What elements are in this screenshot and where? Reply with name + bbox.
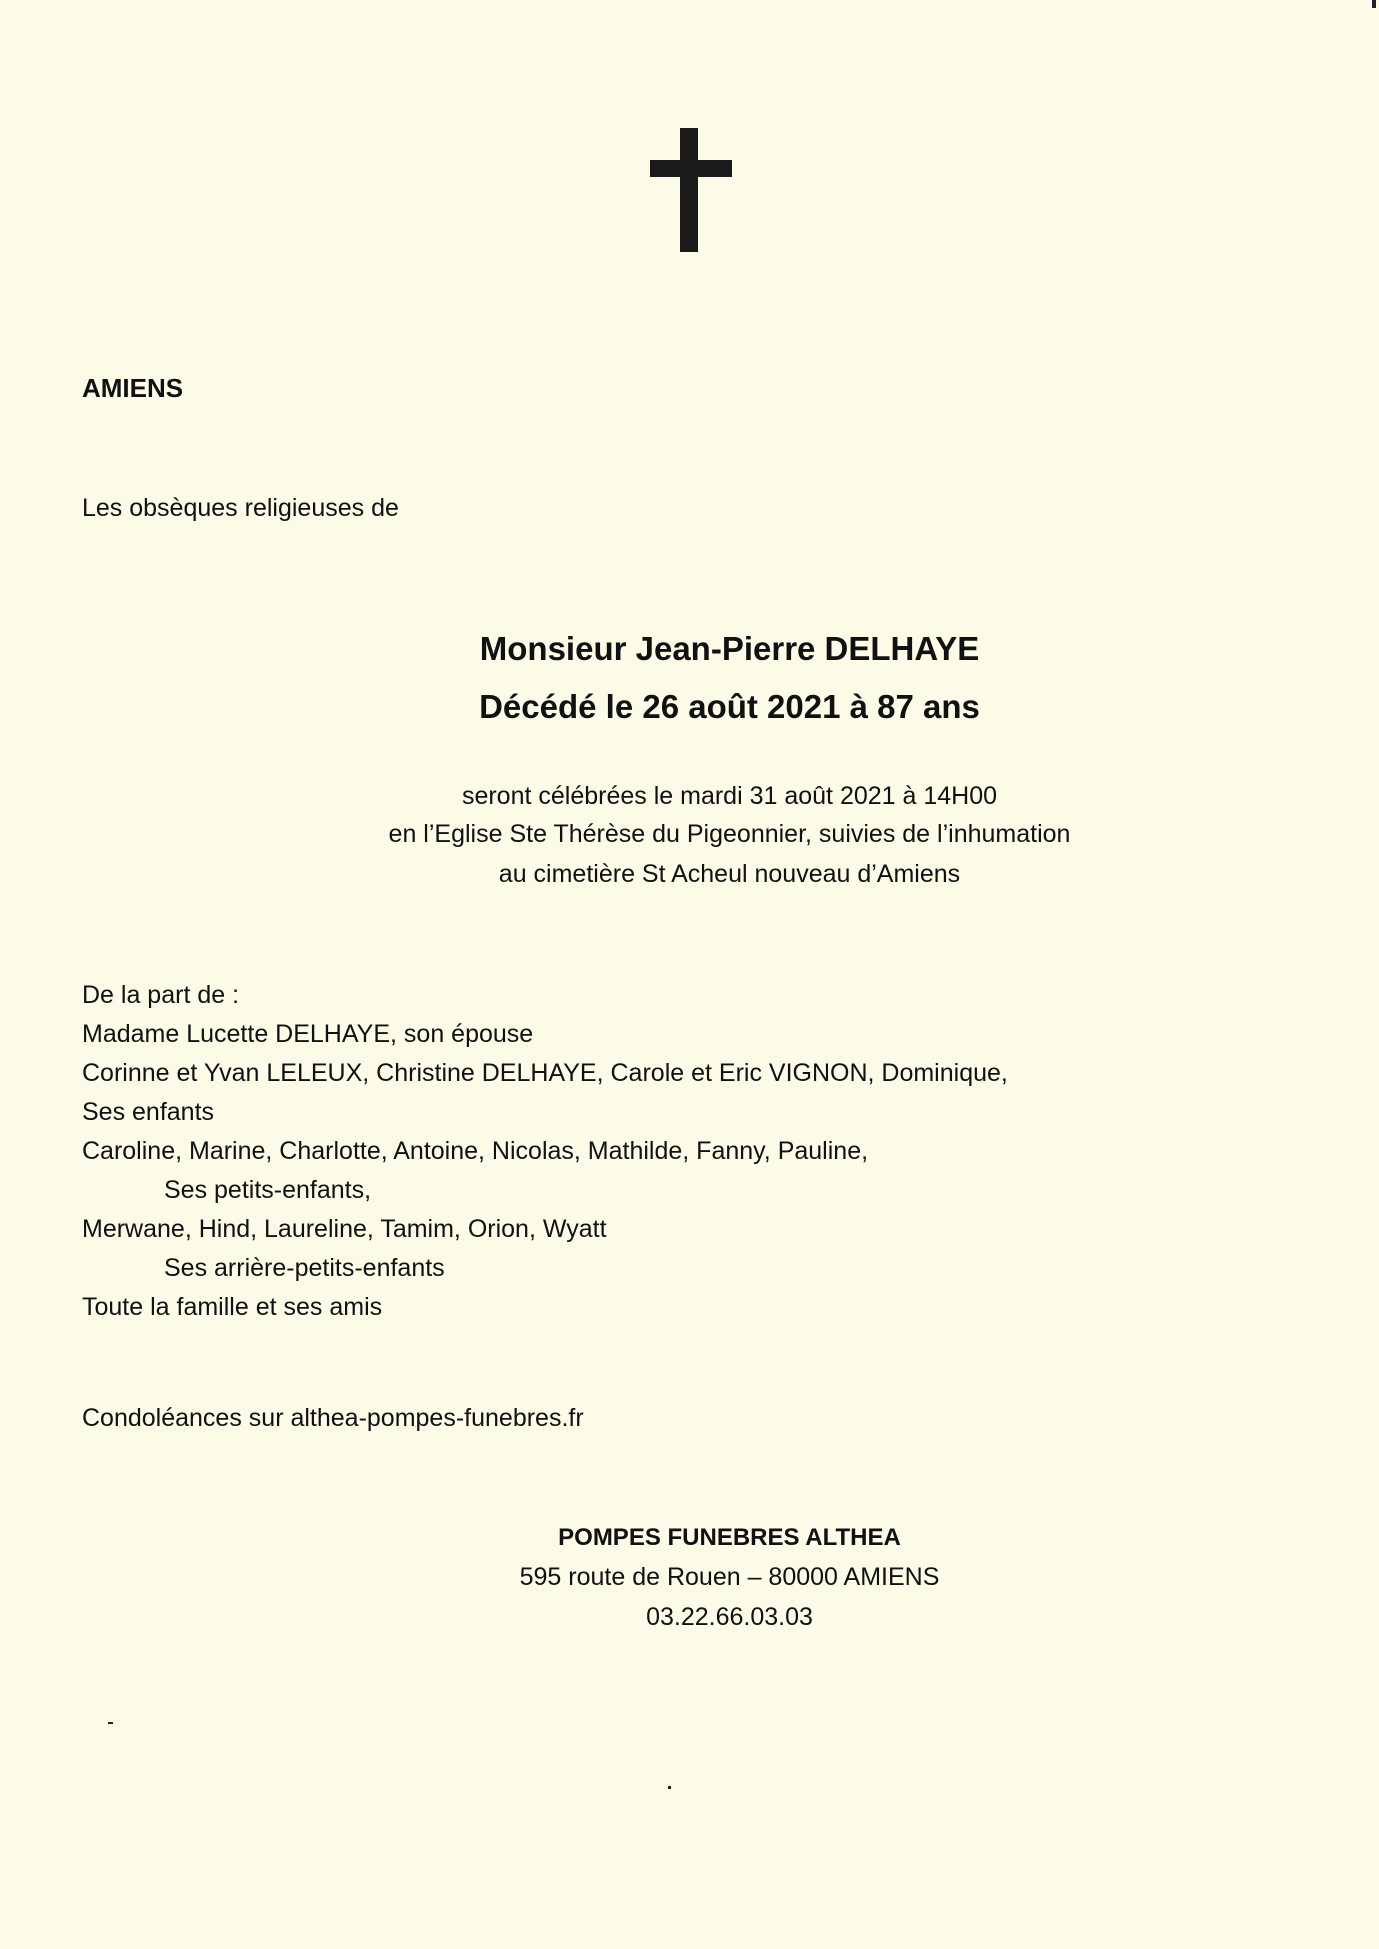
scan-mark [1372,0,1376,8]
cross-vertical-bar [680,128,698,252]
family-line: Madame Lucette DELHAYE, son épouse [82,1020,534,1048]
funeral-home-phone: 03.22.66.03.03 [646,1603,813,1631]
family-line: Caroline, Marine, Charlotte, Antoine, Nicolas, Mathilde, Fanny, Pauline, [82,1137,869,1165]
family-line: Ses petits-enfants, [164,1176,372,1204]
ceremony-line: en l’Eglise Ste Thérèse du Pigeonnier, suivies de l’inhumation [388,820,1071,848]
intro-text: Les obsèques religieuses de [82,494,399,522]
scan-mark [668,1786,671,1789]
family-line: Corinne et Yvan LELEUX, Christine DELHAYE, Carole et Eric VIGNON, Dominique, [82,1059,1008,1087]
family-line: Ses arrière-petits-enfants [164,1254,445,1282]
ceremony-line: seront célébrées le mardi 31 août 2021 à 14H00 [461,782,998,810]
scan-mark [108,1722,113,1724]
family-line: Toute la famille et ses amis [82,1293,383,1321]
funeral-home-address: 595 route de Rouen – 80000 AMIENS [519,1563,940,1591]
family-list [82,976,1008,1327]
ceremony-line: au cimetière St Acheul nouveau d’Amiens [498,860,961,888]
death-date: Décédé le 26 août 2021 à 87 ans [479,688,980,725]
city-heading: AMIENS [82,373,184,403]
family-line: De la part de : [82,981,240,1009]
cross-horizontal-bar [650,160,732,177]
family-line: Merwane, Hind, Laureline, Tamim, Orion, Wyatt [82,1215,607,1243]
deceased-name: Monsieur Jean-Pierre DELHAYE [479,630,980,667]
family-line: Ses enfants [82,1098,215,1126]
condolences-text: Condoléances sur althea-pompes-funebres.fr [82,1404,584,1432]
funeral-home-name: POMPES FUNEBRES ALTHEA [558,1524,901,1551]
cross-icon [650,128,732,252]
